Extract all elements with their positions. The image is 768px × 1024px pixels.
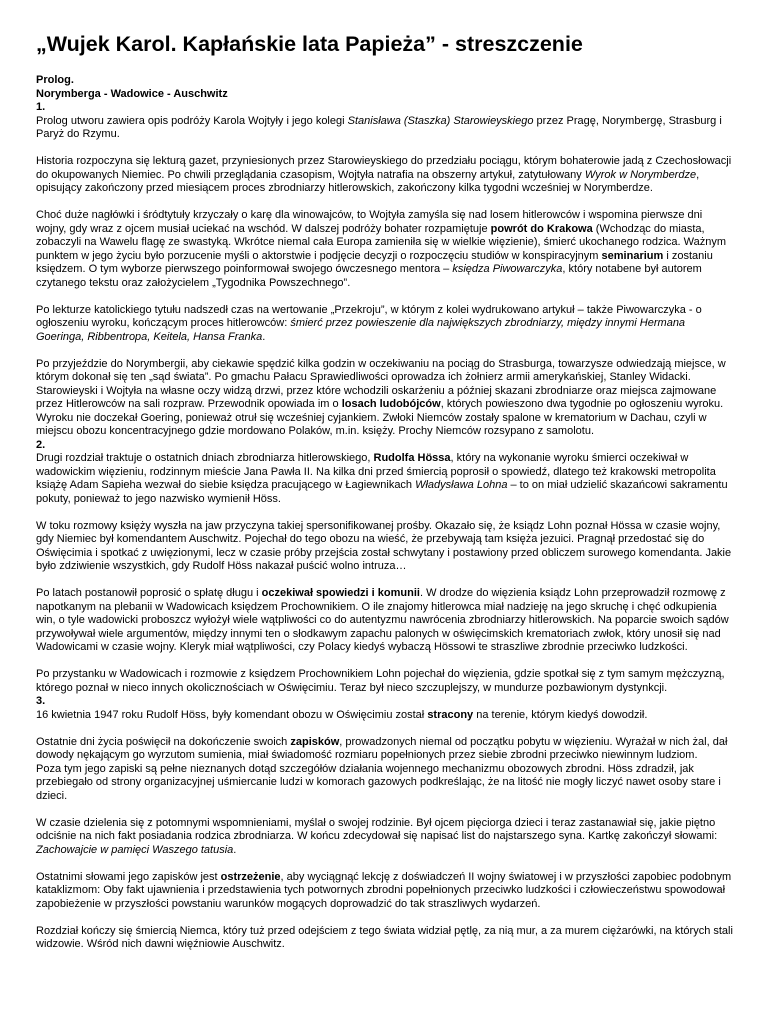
text-run: , prowadzonych niemal od początku pobytu w więzieniu. Wyrażał w nich żal, dał dowody nękającym go wyrzutom sumienia, miał świadomość rozmiaru popełnionych przez siebie zbrodni przeciwko niewinnym ludziom. xyxy=(36,735,728,761)
paragraph xyxy=(36,763,734,804)
italic-text: księdza Piwowarczyka xyxy=(452,263,563,275)
text-run: Ostatnimi słowami jego zapisków jest xyxy=(36,870,221,883)
section-subtitle: Norymberga - Wadowice - Auschwitz xyxy=(36,87,228,100)
text-run: Choć duże nagłówki i śródtytuły krzyczały o karę dla winowajców, to Wojtyła zamyśla się nad losem hitlerowców i wspomina pierwsze dni wojny, gdy wraz z ojcem musiał uciekać na wschód. W dalszej podróży bohater rozpamiętuje xyxy=(36,209,703,235)
chapter-heading-1: 1. xyxy=(36,101,46,113)
text-run: (Wchodząc do miasta, zobaczyli na Wawelu flagę ze swastyką. Wkrótce niemal cała Europa zamieniła się w wielkie więzienie), śmierć ukochanego rodzica. Ważnym punktem w jego życiu było porzucenie myśli o aktorstwie i podjęcie decyzji o rozpoczęciu studiów w konspiracyjnym xyxy=(36,222,727,262)
italic-text: śmierć przez powieszenie dla największych zbrodniarzy, między innymi Hermana Goeringa, Ribbentropa, Keitela, Hansa Franka xyxy=(36,317,686,343)
text-run: Drugi rozdział traktuje o ostatnich dniach zbrodniarza hitlerowskiego, xyxy=(36,452,374,464)
text-run: Po lekturze katolickiego tytułu nadszedł czas na wertowanie „Przekroju”, w którym z kolei wydrukowano artykuł – także Piwowarczyka - o ogłoszeniu wyroku, kończącym proces hitlerowców: xyxy=(36,303,702,329)
text-run: . xyxy=(233,843,237,856)
bold-text: seminarium xyxy=(601,249,664,262)
text-run: 16 kwietnia 1947 roku Rudolf Höss, były komendant obozu w Oświęcimiu został xyxy=(36,708,428,721)
document-title: „Wujek Karol. Kapłańskie lata Papieża” - streszczenie xyxy=(36,32,583,56)
text-run: , który notabene był autorem czytanego tekstu oraz założycielem „Tygodnika Powszechnego”. xyxy=(36,263,702,289)
text-run: W czasie dzielenia się z potomnymi wspomnieniami, myślał o swojej rodzinie. Był ojcem pięciorga dzieci i teraz zastanawiał się, jakie piętno odciśnie na nich fakt posiadania rodzica zbrodniarza. W końcu zdecydował się napisać list do najstarszego syna. Kartkę zakończył słowami: xyxy=(36,816,718,842)
paragraph xyxy=(36,209,734,290)
text-run: Historia rozpoczyna się lekturą gazet, przyniesionych przez Starowieyskiego do przedziału pociągu, którym bohaterowie jadą z Czechosłowacji do okupowanych Niemiec. Po chwili przeglądania czasopism, Wojtyła natrafia na obszerny artykuł, zatytułowany xyxy=(36,155,732,181)
bold-text: Rudolfa Hössa xyxy=(373,452,451,464)
italic-text: Władysława Lohna xyxy=(415,479,508,491)
text-run: i zostaniu księdzem. O tym wyborze pierwszego poinformował swojego ówczesnego mentora – xyxy=(36,249,713,275)
chapter-heading-3: 3. xyxy=(36,695,46,707)
text-run: przez Pragę, Norymbergę, Strasburg i Paryż do Rzymu. xyxy=(36,114,722,140)
text-run: . W drodze do więzienia ksiądz Lohn przeprowadził rozmowę z napotkanym na plebanii w Wadowicach księdzem Prochownikiem. O ile znajomy hitlerowca miał nadzieję na jego skruchę i chęć odkupienia win, o tyle wadowicki proboszcz wyłożył wiele wątpliwości co do autentyzmu nawrócenia zbrodniarzy hitlerowskich. Na poparcie swoich sądów przywoływał wiele argumentów, między innymi ten o słodkawym zapachu palonych w oświęcimskich krematoriach zwłok, który unosił się nad Wadowicami w czasie wojny. Kleryk miał wątpliwości, czy Polacy kiedyś wybaczą Hössowi te straszliwe zbrodnie przeciwko ludzkości. xyxy=(36,587,729,653)
bold-text: ostrzeżenie xyxy=(220,870,281,883)
paragraph xyxy=(36,587,734,655)
text-run: Po przyjeździe do Norymbergii, aby ciekawie spędzić kilka godzin w oczekiwaniu na pociąg do Strasburga, towarzysze odwiedzają miejsce, w którym dokonał się ten „sąd świata”. Po gmachu Pałacu Sprawiedliwości oprowadza ich żołnierz armii amerykańskiej, Stanley Widacki. Starowieyski i Wojtyła na własne oczy widzą drzwi, przez które wchodzili oskarżeniu a później skazani zbrodniarze oraz miejsca zajmowane przez Hitlerowców na sali rozpraw. Przewodnik opowiada im o xyxy=(36,357,726,410)
text-run: – to on miał udzielić skazańcowi sakramentu pokuty, ponieważ to jego nazwisko wymienił Höss. xyxy=(36,479,728,505)
bold-text: stracony xyxy=(427,708,474,721)
text-run: . xyxy=(262,330,266,343)
text-run: , aby wyciągnąć lekcję z doświadczeń II wojny światowej i w przyszłości zapobiec podobnym kataklizmom: Oby fakt ujawnienia i przedstawienia tych potwornych zbrodni popełnionych przeciwko ludzkości i człowieczeństwu spowodował zapobieżenie w przyszłości powstaniu warunków mogących doprowadzić do tak straszliwych wydarzeń. xyxy=(36,870,732,910)
paragraph xyxy=(36,115,734,142)
paragraph xyxy=(36,736,734,763)
text-run: Ostatnie dni życia poświęcił na dokończenie swoich xyxy=(36,735,291,748)
italic-text: Stanisława (Staszka) Starowieyskiego xyxy=(347,114,534,127)
paragraph xyxy=(36,304,734,345)
text-run: Rozdział kończy się śmiercią Niemca, który tuż przed odejściem z tego świata widział pętlę, za nią mur, a za murem ciężarówki, na których stali widzowie. Wśród nich dawni więźniowie Auschwitz. xyxy=(36,924,733,950)
section-heading-prolog: Prolog. xyxy=(36,74,74,86)
paragraph xyxy=(36,709,734,723)
paragraph xyxy=(36,925,734,952)
italic-text: Zachowajcie w pamięci Waszego tatusia xyxy=(36,843,234,856)
paragraph xyxy=(36,668,734,695)
text-run: Po przystanku w Wadowicach i rozmowie z księdzem Prochownikiem Lohn pojechał do więzienia, gdzie spotkał się z tym samym mężczyzną, którego poznał w nieco innych okolicznościach w Oświęcimiu. Teraz był nieco szczuplejszy, w mundurze pozbawionym dystynkcji. xyxy=(36,668,725,694)
chapter-heading-2: 2. xyxy=(36,438,46,451)
text-run: , który na wykonanie wyroku śmierci oczekiwał w wadowickim więzieniu, rodzinnym mieście Jana Pawła II. Na kilka dni przed śmiercią poprosił o spowiedź, dlatego też krakowski metropolita książę Adam Sapieha wezwał do siebie księdza pracującego w Łagiewnikach xyxy=(36,452,716,491)
text-run: , których powieszono dwa tygodnie po ogłoszeniu wyroku. Wyroku nie doczekał Goering, ponieważ otruł się wcześniej cyjankiem. Zwłoki Niemców zostały spalone w krematorium w Dachau, czyli w miejscu obozu koncentracyjnego gdzie mordowano Polaków, m.in. księży. Prochy Niemców rozsypano z samolotu. xyxy=(36,398,724,437)
paragraph xyxy=(36,155,734,196)
text-run: Poza tym jego zapiski są pełne nieznanych dotąd szczegółów działania wojennego mechanizmu obozowych zbrodni. Höss zdradził, jak przebiegało od strony organizacyjnej uśmiercanie ludzi w komorach gazowych podkreślając, że na litość nie mogły liczyć nawet osoby stare i dzieci. xyxy=(36,762,721,802)
paragraph xyxy=(36,520,734,574)
document-body xyxy=(36,74,734,952)
text-run: , opisujący zakończony przed miesiącem proces zbrodniarzy hitlerowskich, zakończony kilka tygodni wcześniej w Norymberdze. xyxy=(36,168,700,194)
text-run: W toku rozmowy księży wyszła na jaw przyczyna takiej spersonifikowanej prośby. Okazało się, że ksiądz Lohn poznał Hössa w czasie wojny, gdy Niemiec był komendantem Auschwitz. Pojechał do tego obozu na wieść, że przebywają tam księża jezuici. Pragnął przedostać się do Oświęcimia i spotkać z uwięzionymi, lecz w czasie próby przejścia został schwytany i postawiony przed obliczem surowego komendanta. Jakie było zdziwienie wszystkich, gdy Rudolf Höss nakazał puścić wolno intruza… xyxy=(36,519,732,572)
italic-text: Wyrok w Norymberdze xyxy=(584,168,697,181)
bold-text: zapisków xyxy=(290,735,340,748)
text-run: na terenie, którym kiedyś dowodził. xyxy=(473,708,648,721)
bold-text: losach ludobójców xyxy=(341,398,441,410)
paragraph xyxy=(36,358,734,439)
text-run: Prolog utworu zawiera opis podróży Karola Wojtyły i jego kolegi xyxy=(36,114,348,127)
paragraph xyxy=(36,871,734,912)
text-run: Po latach postanowił poprosić o spłatę długu i xyxy=(36,587,262,599)
bold-text: powrót do Krakowa xyxy=(490,222,593,235)
paragraph xyxy=(36,452,734,506)
paragraph xyxy=(36,817,734,858)
bold-text: oczekiwał spowiedzi i komunii xyxy=(261,587,420,599)
